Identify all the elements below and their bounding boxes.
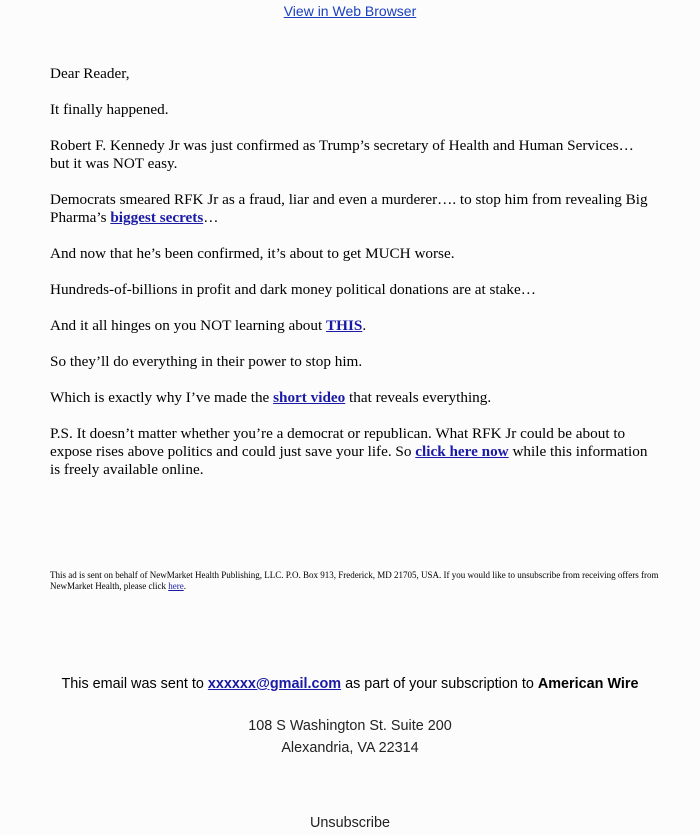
unsubscribe-link[interactable]: Unsubscribe [310,815,390,831]
footer-sent-text: This email was sent to [61,676,208,692]
click-here-now-link[interactable]: click here now [415,443,509,460]
this-link[interactable]: THIS [326,317,363,334]
paragraph-8-end: that reveals everything. [345,389,492,406]
paragraph-6-text: And it all hinges on you NOT learning about [50,317,327,334]
recipient-email-link[interactable]: xxxxxx@gmail.com [207,676,342,692]
paragraph-6-end: . [362,317,367,334]
view-in-browser-link[interactable]: View in Web Browser [283,3,417,19]
paragraph-5: Hundreds-of-billions in profit and dark money political donations are at stake… [50,281,536,298]
disclaimer-unsubscribe-link[interactable]: here [168,581,184,591]
paragraph-8 [50,389,650,407]
paragraph-2: Robert F. Kennedy Jr was just confirmed as Trump’s secretary of Health and Human Services… but it was NOT easy. [50,137,634,172]
paragraph-8-text: Which is exactly why I’ve made the [50,389,274,406]
short-video-link[interactable]: short video [273,389,346,406]
greeting: Dear Reader, [50,65,130,82]
letter-body [50,65,650,497]
paragraph-3 [50,191,650,227]
address-line-1: 108 S Washington St. Suite 200 [248,718,452,734]
paragraph-1: It finally happened. [50,101,169,118]
disclaimer-text: This ad is sent on behalf of NewMarket Health Publishing, LLC. P.O. Box 913, Frederick, MD 21705, USA. If you would like to unsubscribe from receiving offers from NewMarket Health, please click [50,570,659,591]
biggest-secrets-link[interactable]: biggest secrets [110,209,204,226]
paragraph-4: And now that he’s been confirmed, it’s about to get MUCH worse. [50,245,455,262]
disclaimer-end: . [183,581,186,591]
mailing-address [0,715,700,759]
paragraph-7: So they’ll do everything in their power to stop him. [50,353,363,370]
paragraph-6 [50,317,650,335]
view-in-browser-bar [0,2,700,20]
postscript [50,425,650,479]
footer-sent-middle: as part of your subscription to [341,676,538,692]
disclaimer [50,570,660,592]
postscript-end: while this information is freely available online. [50,443,648,478]
postscript-text: P.S. It doesn’t matter whether you’re a democrat or republican. What RFK Jr could be about to expose rises above politics and could just save your life. So [50,425,626,460]
paragraph-3-end: … [203,209,219,226]
paragraph-3-text: Democrats smeared RFK Jr as a fraud, liar and even a murderer…. to stop him from revealing Big Pharma’s [50,191,648,226]
footer-sent-notice [0,675,700,693]
unsubscribe-bar [0,814,700,832]
brand-name: American Wire [537,676,639,692]
address-line-2: Alexandria, VA 22314 [281,740,419,756]
